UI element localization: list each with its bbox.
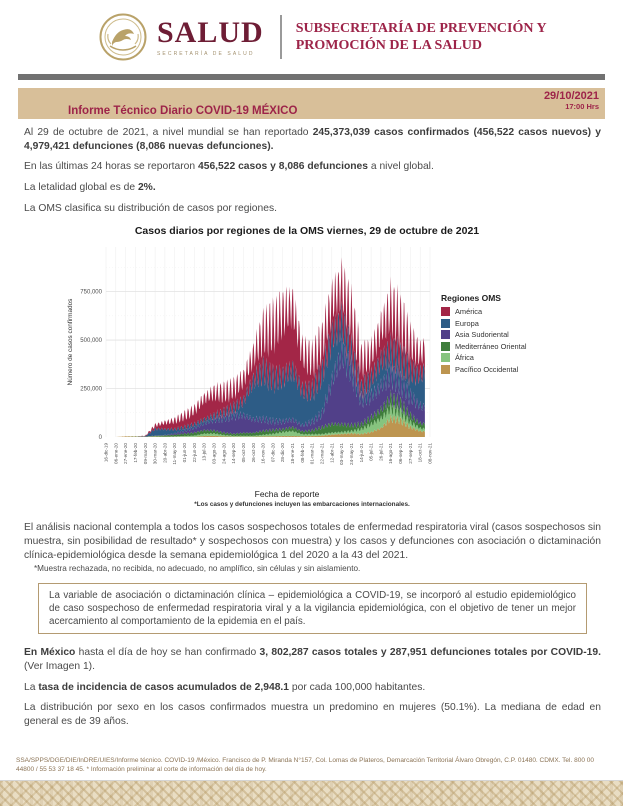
legend-item-africa xyxy=(441,353,551,362)
report-title: Informe Técnico Diario COVID-19 MÉXICO xyxy=(68,105,298,117)
text-segment: La OMS clasifica su distribución de casos por regiones. xyxy=(24,202,277,214)
header-divider xyxy=(280,15,282,59)
subsecretaria-line2: PROMOCIÓN DE LA SALUD xyxy=(295,38,482,53)
chart-svg xyxy=(62,241,437,489)
x-tick-label: 16-dic-19 xyxy=(103,443,109,463)
chart-xlabel: Fecha de reporte xyxy=(254,489,320,500)
text-segment: (Ver Imagen 1). xyxy=(24,660,95,672)
chart-footnote: *Los casos y defunciones incluyen las embarcaciones internacionales. xyxy=(194,501,410,509)
legend-item-europa xyxy=(441,319,551,328)
text-segment: En las últimas 24 horas se reportaron xyxy=(24,161,198,173)
x-tick-label: 17-feb-20 xyxy=(132,443,138,464)
x-tick-label: 01-jun-20 xyxy=(182,443,188,463)
footer-address: SSA/SPPS/DGE/DIE/InDRE/UIES/Informe técnico. COVID-19 /México. Francisco de P. Miranda N°157, Col. Lomas de Plateros, Demarcación Territorial Álvaro Obregón, C.P. 01480. CDMX. Tel. 800 00 44800 / 55 53 37 18 45. * Información preliminar al corte de información del día de hoy. xyxy=(16,756,594,774)
y-tick-label: 0 xyxy=(98,435,102,442)
x-tick-label: 03-ago-20 xyxy=(211,443,217,465)
legend-label: Mediterráneo Oriental xyxy=(455,341,527,351)
legend-swatch xyxy=(441,330,450,339)
x-tick-label: 06-sep-21 xyxy=(398,443,404,465)
x-tick-label: 12-abr-21 xyxy=(329,443,335,464)
x-tick-label: 18-oct-21 xyxy=(417,443,423,463)
y-tick-label: 500,000 xyxy=(80,338,102,345)
legend-item-america xyxy=(441,307,551,316)
text-segment: tasa de incidencia de casos acumulados de 2,948.1 xyxy=(38,681,290,693)
report-time: 17:00 Hrs xyxy=(565,102,599,112)
paragraph-sex-distribution xyxy=(24,701,601,728)
x-tick-label: 14-sep-20 xyxy=(231,443,237,465)
x-tick-label: 05-jul-21 xyxy=(368,443,374,462)
title-band xyxy=(18,88,605,119)
chart-title: Casos diarios por regiones de la OMS viernes, 29 de octubre de 2021 xyxy=(134,225,480,238)
text-segment: 245,373,039 casos confirmados (456,522 casos nuevos) y 4,979,421 defunciones (8,086 nuevas defunciones). xyxy=(24,127,601,152)
paragraph-oms-regions xyxy=(24,202,601,216)
x-axis-labels xyxy=(104,443,433,465)
header xyxy=(0,0,623,70)
legend-title: Regiones OMS xyxy=(441,293,501,304)
x-tick-label: 22-mar-21 xyxy=(319,443,325,465)
text-segment: El análisis nacional contempla a todos los casos sospechosos totales de enfermedad respiratoria viral (casos sospechosos sin muestra, sin posibilidad de resultado* y sospechosos con muestra) y los casos y defunciones con asociación o dictaminación clínica-epidemiológica desde la semana epidemiológica 1 del 2020 a la 43 del 2021. xyxy=(24,522,601,561)
x-tick-label: 24-ago-20 xyxy=(221,443,227,465)
x-tick-label: 16-ago-21 xyxy=(388,443,394,465)
legend-swatch xyxy=(441,307,450,316)
legend-swatch xyxy=(441,342,450,351)
text-segment: a nivel global. xyxy=(368,161,434,173)
legend-item-mediterraneo-oriental xyxy=(441,342,551,351)
text-segment: hasta el día de hoy se han confirmado xyxy=(78,647,260,659)
x-tick-label: 27-ene-20 xyxy=(123,443,129,465)
who-regions-figure xyxy=(62,225,567,508)
legend-label: Europa xyxy=(455,318,479,328)
legend-label: Pacífico Occidental xyxy=(455,364,519,374)
text-segment: 456,522 casos y 8,086 defunciones xyxy=(198,161,368,173)
x-tick-label: 26-jul-21 xyxy=(378,443,384,462)
y-tick-label: 750,000 xyxy=(80,290,102,297)
x-tick-label: 27-sep-21 xyxy=(407,443,413,465)
subsecretaria-title xyxy=(296,20,547,55)
x-tick-label: 01-mar-21 xyxy=(309,443,315,465)
x-tick-label: 06-ene-20 xyxy=(113,443,119,465)
x-tick-label: 07-dic-20 xyxy=(270,443,276,463)
x-tick-label: 28-dic-20 xyxy=(280,443,286,463)
report-datetime xyxy=(544,90,599,111)
text-segment: La letalidad global es de xyxy=(24,182,138,194)
sample-footnote: *Muestra rechazada, no recibida, no adecuado, no amplífico, sin células y sin aislamiento. xyxy=(34,563,361,573)
legend-item-asia-sudoriental xyxy=(441,330,551,339)
legend-swatch xyxy=(441,319,450,328)
legend-items xyxy=(441,307,551,374)
x-tick-label: 03-may-21 xyxy=(339,443,345,466)
x-tick-label: 18-ene-21 xyxy=(290,443,296,465)
x-tick-label: 09-mar-20 xyxy=(142,443,148,465)
paragraph-national-analysis xyxy=(24,521,601,562)
x-tick-label: 08-nov-21 xyxy=(427,443,433,465)
x-tick-label: 16-nov-20 xyxy=(260,443,266,465)
text-segment: 2%. xyxy=(137,182,156,194)
logo-title: SALUD xyxy=(157,15,264,49)
paragraph-lethality xyxy=(24,181,601,195)
footer xyxy=(0,756,623,806)
legend-item-pacifico-occidental xyxy=(441,365,551,374)
text-segment: La xyxy=(24,681,39,693)
chart-legend xyxy=(441,293,551,376)
header-rule xyxy=(18,74,605,80)
paragraph-mexico-totals xyxy=(24,646,601,673)
legend-swatch xyxy=(441,353,450,362)
decorative-frieze xyxy=(0,780,623,806)
x-tick-label: 30-mar-20 xyxy=(152,443,158,465)
text-segment: Al 29 de octubre de 2021, a nivel mundial se han reportado xyxy=(24,127,313,138)
x-tick-label: 24-may-21 xyxy=(348,443,354,466)
text-segment: En México xyxy=(24,647,79,659)
x-tick-label: 22-jun-20 xyxy=(191,443,197,463)
secretaria-salud-seal-icon xyxy=(98,12,148,62)
logo-subtitle: SECRETARÍA DE SALUD xyxy=(157,50,255,57)
report-date: 29/10/2021 xyxy=(543,90,599,102)
legend-label: Asia Sudoriental xyxy=(455,330,509,340)
x-tick-label: 11-may-20 xyxy=(172,443,178,466)
paragraph-incidence-rate xyxy=(24,681,601,695)
logo-text xyxy=(157,15,264,57)
x-tick-label: 08-feb-21 xyxy=(299,443,305,464)
x-tick-label: 26-oct-20 xyxy=(250,443,256,463)
text-segment: 3, 802,287 casos totales y 287,951 defunciones totales por COVID-19. xyxy=(259,647,601,659)
y-axis-title: Número de casos confirmados xyxy=(67,299,74,386)
text-segment: por cada 100,000 habitantes. xyxy=(289,681,426,693)
legend-label: África xyxy=(455,353,474,363)
text-segment: La distribución por sexo en los casos confirmados muestra un predomino en mujeres (50.1%). La mediana de edad en general es de 39 años. xyxy=(24,702,601,727)
x-tick-label: 05-oct-20 xyxy=(240,443,246,463)
x-tick-label: 13-jul-20 xyxy=(201,443,207,462)
paragraph-last-24h xyxy=(24,160,601,174)
y-axis-labels xyxy=(80,290,102,441)
y-tick-label: 250,000 xyxy=(80,386,102,393)
legend-label: América xyxy=(455,307,483,317)
paragraph-global-totals xyxy=(24,126,601,153)
x-tick-label: 20-abr-20 xyxy=(162,443,168,464)
clinical-association-note-box: La variable de asociación o dictaminación clínica – epidemiológica a COVID-19, se incorporó al estudio epidemiológico de caso sospechoso de enfermedad respiratoria viral y a la vigilancia epidemiológica, con el objetivo de tener un mejor acercamiento al comportamiento de la epidemia en el país. xyxy=(38,583,587,635)
subsecretaria-line1: SUBSECRETARÍA DE PREVENCIÓN Y xyxy=(295,20,547,36)
chart-areas xyxy=(106,258,425,438)
x-tick-label: 14-jun-21 xyxy=(358,443,364,463)
legend-swatch xyxy=(441,365,450,374)
